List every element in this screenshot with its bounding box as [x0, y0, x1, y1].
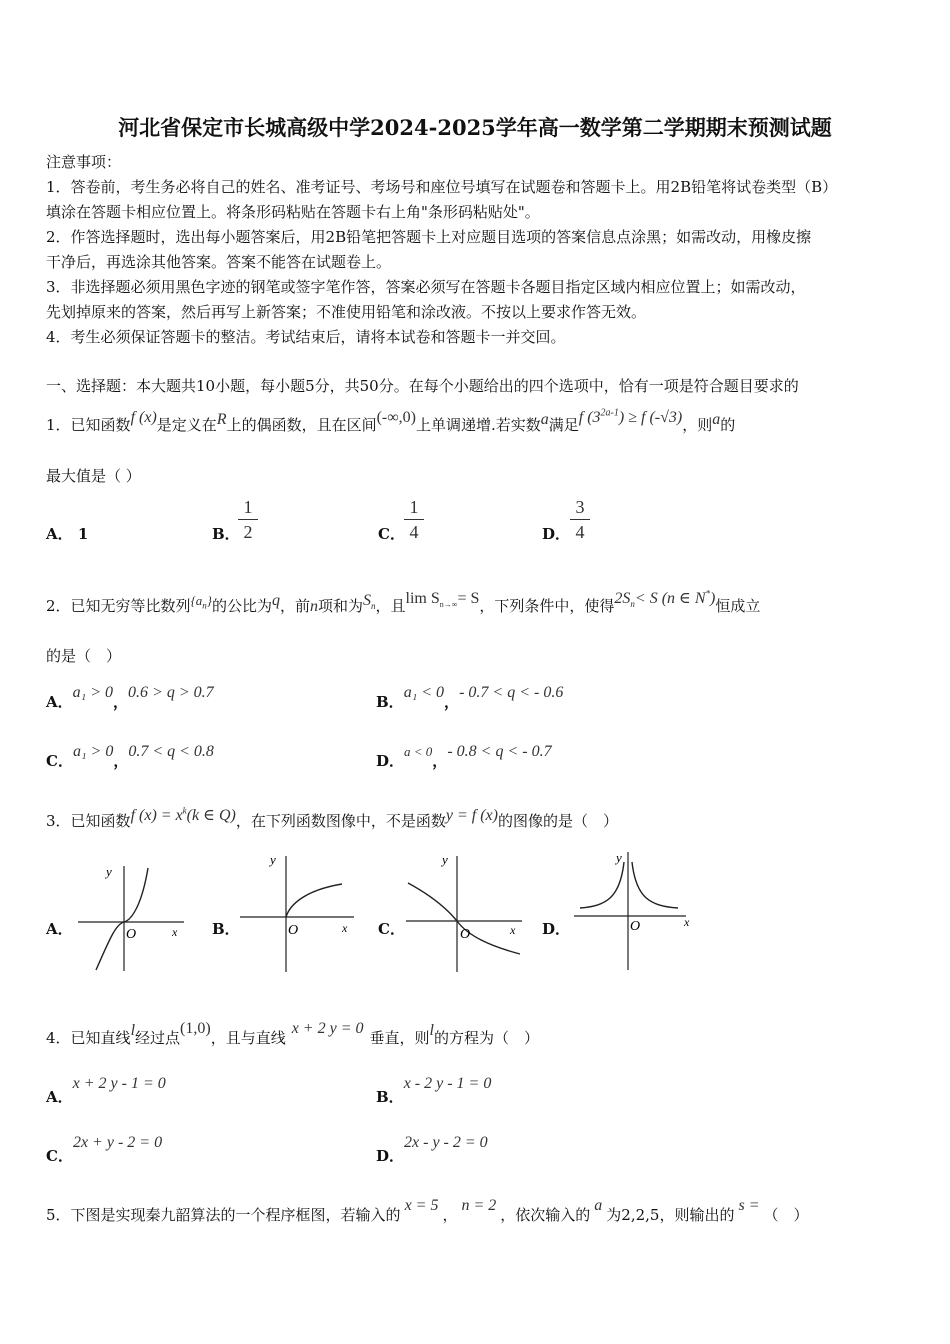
x-label: x: [172, 925, 178, 939]
x-label: x: [684, 915, 690, 929]
y-label: y: [616, 850, 622, 865]
option-d[interactable]: D．: [542, 525, 571, 543]
question-2-line2: 的是（ ）: [46, 647, 122, 665]
option-c[interactable]: C．2x + y - 2 = 0: [46, 1134, 163, 1165]
option-b[interactable]: B．a₁ < 0，- 0.7 < q < - 0.6: [376, 684, 564, 711]
curve: [96, 868, 148, 970]
curve-right: [632, 862, 678, 908]
option-d[interactable]: D．2x - y - 2 = 0: [376, 1134, 488, 1165]
option-c[interactable]: C．: [378, 525, 405, 543]
x-label: x: [510, 923, 516, 937]
option-c[interactable]: C．a₁ > 0，0.7 < q < 0.8: [46, 743, 214, 770]
question-5: 5．下图是实现秦九韶算法的一个程序框图，若输入的x = 5，n = 2，依次输入的a为2,2,5，则输出的s =（ ）: [46, 1197, 809, 1224]
fraction: 1 4: [404, 496, 424, 543]
notice-line: 3．非选择题必须用黑色字迹的钢笔或签字笔作答，答案必须写在答题卡各题目指定区域内相应位置上；如需改动，: [46, 278, 806, 296]
option-c[interactable]: C．: [378, 920, 405, 938]
notice-line: 4．考生必须保证答题卡的整洁。考试结束后，请将本试卷和答题卡一并交回。: [46, 328, 566, 346]
question-2: 2．已知无穷等比数列$\{a_n\}$的公比为q，前n项和为$S_n$，且$\lim S_{n\to\infty}= S$，下列条件中，使得$2S_n< S$ (n ∈ N*)恒成立: [46, 588, 761, 615]
option-a[interactable]: A．: [46, 920, 73, 938]
option-a[interactable]: A． 1: [46, 525, 89, 543]
y-label: y: [106, 864, 112, 879]
page-title: 河北省保定市长城高级中学2024-2025学年高一数学第二学期期末预测试题: [118, 115, 832, 140]
option-d[interactable]: D．a < 0，- 0.8 < q < - 0.7: [376, 743, 552, 770]
origin-label: O: [630, 919, 641, 934]
curve-left: [580, 862, 624, 908]
question-4: 4．已知直线l经过点(1,0)，且与直线x + 2 y = 0垂直，则l的方程为（ ）: [46, 1020, 539, 1047]
question-1: 1．已知函数f (x)是定义在R上的偶函数，且在区间(-∞,0)上单调递增.若实数a满足f $(3^{2a-1}) \ge f$ (-√3)，则a的: [46, 407, 736, 434]
notice-line: 先划掉原来的答案，然后再写上新答案；不准使用铅笔和涂改液。不按以上要求作答无效。: [46, 303, 647, 321]
fraction: 3 4: [570, 496, 590, 543]
graph-d: [570, 848, 696, 973]
question-number: 1．: [46, 416, 71, 434]
curve: [286, 884, 342, 917]
origin-label: O: [460, 927, 471, 942]
graph-a: [76, 858, 186, 973]
notice-line: 干净后，再选涂其他答案。答案不能答在试题卷上。: [46, 253, 392, 271]
notice-line: 1．答卷前，考生务必将自己的姓名、准考证号、考场号和座位号填写在试题卷和答题卡上。用2B铅笔将试卷类型（B）: [46, 178, 838, 196]
fraction: 1 2: [238, 496, 258, 543]
option-b[interactable]: B．: [212, 920, 240, 938]
question-3: 3．已知函数f $(x) = x^k(k$ ∈ Q)，在下列函数图像中，不是函数y = f (x)的图像的是（ ）: [46, 805, 618, 830]
x-label: x: [342, 921, 348, 935]
option-a[interactable]: A．x + 2 y - 1 = 0: [46, 1075, 166, 1106]
y-label: y: [442, 852, 448, 867]
section-heading: 一、选择题：本大题共10小题，每小题5分，共50分。在每个小题给出的四个选项中，恰有一项是符合题目要求的: [46, 377, 799, 395]
option-d[interactable]: D．: [542, 920, 571, 938]
origin-label: O: [288, 923, 299, 938]
curve: [408, 883, 520, 954]
option-b[interactable]: B．: [212, 525, 240, 543]
y-label: y: [270, 852, 276, 867]
notice-line: 填涂在答题卡相应位置上。将条形码粘贴在答题卡右上角"条形码粘贴处"。: [46, 203, 540, 221]
option-a[interactable]: A．a₁ > 0，0.6 > q > 0.7: [46, 684, 214, 711]
question-1-line2: 最大值是（ ）: [46, 467, 141, 485]
graph-c: [402, 850, 526, 975]
graph-b: [236, 850, 356, 975]
notice-heading: 注意事项：: [46, 153, 122, 171]
option-b[interactable]: B．x - 2 y - 1 = 0: [376, 1075, 492, 1106]
origin-label: O: [126, 927, 137, 942]
notice-line: 2．作答选择题时，选出每小题答案后，用2B铅笔把答题卡上对应题目选项的答案信息点涂黑；如需改动，用橡皮擦: [46, 228, 812, 246]
